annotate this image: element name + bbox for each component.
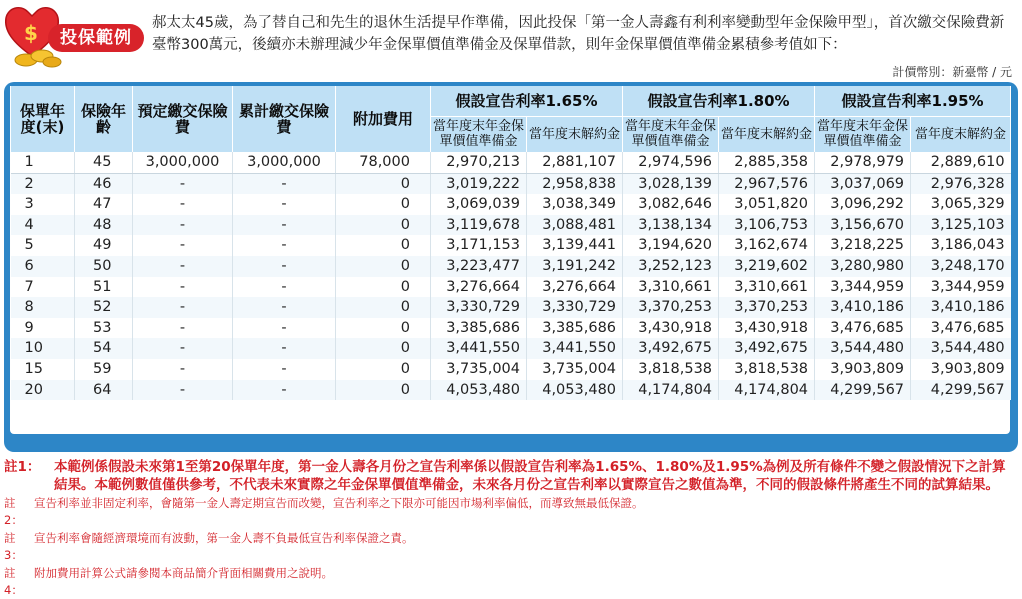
table-row (11, 338, 1011, 359)
cell-additional-fee: 0 (336, 338, 431, 359)
cell-premium: - (133, 338, 233, 359)
cell-additional-fee: 0 (336, 235, 431, 256)
subheader-policy-value: 當年度末年金保單價值準備金 (623, 116, 719, 152)
cell-surrender-195: 3,125,103 (911, 215, 1011, 236)
header-age: 保險年齡 (75, 86, 133, 152)
cell-surrender-195: 2,976,328 (911, 173, 1011, 194)
cell-value-180: 3,082,646 (623, 194, 719, 215)
cell-value-165: 3,223,477 (431, 256, 527, 277)
cell-surrender-180: 3,219,602 (719, 256, 815, 277)
cell-surrender-195: 3,065,329 (911, 194, 1011, 215)
cell-additional-fee: 0 (336, 173, 431, 194)
cell-policy-year: 7 (11, 277, 75, 298)
table-row (11, 173, 1011, 194)
cell-value-165: 3,330,729 (431, 297, 527, 318)
cell-age: 53 (75, 318, 133, 339)
header-policy-year: 保單年度(末) (11, 86, 75, 152)
cell-surrender-180: 3,430,918 (719, 318, 815, 339)
note-text: 宣告利率會隨經濟環境而有波動，第一金人壽不負最低宣告利率保證之責。 (34, 531, 414, 545)
table-container (10, 86, 1010, 434)
cell-surrender-165: 3,191,242 (527, 256, 623, 277)
cell-surrender-180: 2,967,576 (719, 173, 815, 194)
cell-surrender-180: 3,492,675 (719, 338, 815, 359)
cell-surrender-180: 3,310,661 (719, 277, 815, 298)
value-table (10, 86, 1011, 400)
cell-value-195: 3,344,959 (815, 277, 911, 298)
note-3 (4, 530, 1018, 564)
cell-cumulative-premium: - (233, 215, 336, 236)
cell-cumulative-premium: - (233, 338, 336, 359)
cell-surrender-180: 3,106,753 (719, 215, 815, 236)
cell-surrender-165: 3,330,729 (527, 297, 623, 318)
cell-surrender-180: 3,370,253 (719, 297, 815, 318)
cell-value-195: 3,218,225 (815, 235, 911, 256)
cell-value-195: 3,476,685 (815, 318, 911, 339)
table-row (11, 277, 1011, 298)
cell-surrender-165: 3,088,481 (527, 215, 623, 236)
cell-surrender-180: 3,162,674 (719, 235, 815, 256)
cell-cumulative-premium: - (233, 173, 336, 194)
note-text: 宣告利率並非固定利率，會隨第一金人壽定期宣告而改變，宣告利率之下限亦可能因市場利率偏低，而導致無最低保證。 (34, 496, 644, 510)
table-row (11, 380, 1011, 401)
cell-surrender-165: 2,881,107 (527, 152, 623, 173)
cell-surrender-165: 3,385,686 (527, 318, 623, 339)
cell-surrender-180: 2,885,358 (719, 152, 815, 173)
cell-surrender-165: 3,139,441 (527, 235, 623, 256)
cell-surrender-195: 3,344,959 (911, 277, 1011, 298)
cell-additional-fee: 0 (336, 359, 431, 380)
cell-policy-year: 1 (11, 152, 75, 173)
cell-surrender-195: 3,248,170 (911, 256, 1011, 277)
cell-value-195: 3,903,809 (815, 359, 911, 380)
cell-value-165: 3,441,550 (431, 338, 527, 359)
cell-cumulative-premium: - (233, 297, 336, 318)
cell-value-180: 3,252,123 (623, 256, 719, 277)
cell-age: 54 (75, 338, 133, 359)
cell-value-180: 3,194,620 (623, 235, 719, 256)
header-additional-fee: 附加費用 (336, 86, 431, 152)
cell-value-180: 3,492,675 (623, 338, 719, 359)
header-cumulative-premium: 累計繳交保險費 (233, 86, 336, 152)
cell-policy-year: 15 (11, 359, 75, 380)
cell-surrender-195: 3,476,685 (911, 318, 1011, 339)
cell-premium: - (133, 194, 233, 215)
cell-value-195: 4,299,567 (815, 380, 911, 401)
cell-premium: - (133, 318, 233, 339)
cell-additional-fee: 0 (336, 380, 431, 401)
table-frame (4, 82, 1018, 452)
cell-age: 59 (75, 359, 133, 380)
cell-age: 48 (75, 215, 133, 236)
cell-surrender-195: 3,544,480 (911, 338, 1011, 359)
cell-policy-year: 5 (11, 235, 75, 256)
cell-cumulative-premium: - (233, 359, 336, 380)
table-row (11, 318, 1011, 339)
cell-premium: - (133, 277, 233, 298)
table-row (11, 235, 1011, 256)
cell-cumulative-premium: - (233, 318, 336, 339)
cell-age: 45 (75, 152, 133, 173)
cell-surrender-180: 4,174,804 (719, 380, 815, 401)
cell-value-195: 3,037,069 (815, 173, 911, 194)
note-4 (4, 565, 1018, 599)
cell-additional-fee: 0 (336, 194, 431, 215)
cell-value-195: 3,156,670 (815, 215, 911, 236)
cell-surrender-195: 4,299,567 (911, 380, 1011, 401)
cell-cumulative-premium: - (233, 194, 336, 215)
example-badge (2, 2, 148, 70)
cell-value-180: 3,310,661 (623, 277, 719, 298)
cell-value-195: 3,410,186 (815, 297, 911, 318)
header-rate-3: 假設宣告利率1.95% (815, 86, 1011, 116)
note-text: 本範例係假設未來第1至第20保單年度，第一金人壽各月份之宣告利率係以假設宣告利率為1.65%、1.80%及1.95%為例及所有條件不變之假設情況下之計算結果。本範例數值僅供參考，不代表未來實際之年金保單價值準備金，未來各月份之宣告利率以實際宣告之數值為準，不同的假設條件將產生不同的試算結果。 (54, 459, 1006, 493)
cell-age: 49 (75, 235, 133, 256)
cell-surrender-195: 3,410,186 (911, 297, 1011, 318)
note-label: 註2： (4, 496, 23, 527)
cell-premium: - (133, 215, 233, 236)
cell-value-165: 3,069,039 (431, 194, 527, 215)
cell-surrender-180: 3,818,538 (719, 359, 815, 380)
cell-age: 50 (75, 256, 133, 277)
cell-premium: 3,000,000 (133, 152, 233, 173)
cell-value-180: 3,028,139 (623, 173, 719, 194)
cell-additional-fee: 0 (336, 297, 431, 318)
cell-surrender-165: 3,038,349 (527, 194, 623, 215)
cell-policy-year: 3 (11, 194, 75, 215)
table-row (11, 215, 1011, 236)
cell-value-165: 4,053,480 (431, 380, 527, 401)
cell-policy-year: 8 (11, 297, 75, 318)
cell-surrender-165: 3,735,004 (527, 359, 623, 380)
cell-age: 51 (75, 277, 133, 298)
cell-additional-fee: 78,000 (336, 152, 431, 173)
cell-value-195: 3,544,480 (815, 338, 911, 359)
subheader-surrender-value: 當年度末解約金 (527, 116, 623, 152)
cell-surrender-195: 2,889,610 (911, 152, 1011, 173)
cell-policy-year: 20 (11, 380, 75, 401)
subheader-surrender-value: 當年度末解約金 (719, 116, 815, 152)
cell-value-165: 3,735,004 (431, 359, 527, 380)
cell-age: 47 (75, 194, 133, 215)
cell-policy-year: 10 (11, 338, 75, 359)
cell-cumulative-premium: 3,000,000 (233, 152, 336, 173)
cell-additional-fee: 0 (336, 277, 431, 298)
cell-surrender-180: 3,051,820 (719, 194, 815, 215)
cell-premium: - (133, 256, 233, 277)
cell-policy-year: 9 (11, 318, 75, 339)
note-1 (4, 458, 1018, 494)
cell-value-180: 2,974,596 (623, 152, 719, 173)
cell-policy-year: 6 (11, 256, 75, 277)
cell-age: 52 (75, 297, 133, 318)
cell-surrender-195: 3,186,043 (911, 235, 1011, 256)
subheader-policy-value: 當年度末年金保單價值準備金 (431, 116, 527, 152)
currency-note: 計價幣別：新臺幣 / 元 (892, 65, 1012, 79)
cell-value-195: 2,978,979 (815, 152, 911, 173)
cell-cumulative-premium: - (233, 277, 336, 298)
cell-cumulative-premium: - (233, 256, 336, 277)
cell-value-180: 3,430,918 (623, 318, 719, 339)
cell-surrender-165: 3,276,664 (527, 277, 623, 298)
cell-value-165: 3,171,153 (431, 235, 527, 256)
cell-value-165: 3,119,678 (431, 215, 527, 236)
table-row (11, 297, 1011, 318)
cell-value-180: 4,174,804 (623, 380, 719, 401)
subheader-policy-value: 當年度末年金保單價值準備金 (815, 116, 911, 152)
cell-policy-year: 4 (11, 215, 75, 236)
subheader-surrender-value: 當年度末解約金 (911, 116, 1011, 152)
cell-surrender-195: 3,903,809 (911, 359, 1011, 380)
cell-value-180: 3,818,538 (623, 359, 719, 380)
cell-premium: - (133, 359, 233, 380)
note-label: 註3： (4, 531, 23, 562)
cell-value-180: 3,370,253 (623, 297, 719, 318)
svg-text:$: $ (24, 21, 38, 45)
header-rate-1: 假設宣告利率1.65% (431, 86, 623, 116)
cell-age: 64 (75, 380, 133, 401)
cell-premium: - (133, 235, 233, 256)
cell-premium: - (133, 380, 233, 401)
cell-surrender-165: 4,053,480 (527, 380, 623, 401)
cell-additional-fee: 0 (336, 318, 431, 339)
table-row (11, 152, 1011, 173)
cell-policy-year: 2 (11, 173, 75, 194)
cell-premium: - (133, 173, 233, 194)
cell-value-165: 3,019,222 (431, 173, 527, 194)
table-row (11, 256, 1011, 277)
cell-value-165: 3,385,686 (431, 318, 527, 339)
table-row (11, 359, 1011, 380)
header-premium: 預定繳交保險費 (133, 86, 233, 152)
header-rate-2: 假設宣告利率1.80% (623, 86, 815, 116)
cell-surrender-165: 3,441,550 (527, 338, 623, 359)
note-label: 註4： (4, 566, 23, 597)
cell-cumulative-premium: - (233, 380, 336, 401)
cell-value-195: 3,096,292 (815, 194, 911, 215)
badge-label: 投保範例 (48, 24, 144, 52)
cell-value-165: 2,970,213 (431, 152, 527, 173)
cell-additional-fee: 0 (336, 256, 431, 277)
cell-age: 46 (75, 173, 133, 194)
table-row (11, 194, 1011, 215)
note-label: 註1： (4, 459, 41, 475)
intro-paragraph: 郝太太45歲，為了替自己和先生的退休生活提早作準備，因此投保「第一金人壽鑫有利利率變動型年金保險甲型」，首次繳交保險費新臺幣300萬元，後續亦未辦理減少年金保單價值準備金及保單借款，則年金保單價值準備金累積參考值如下： (152, 15, 1005, 53)
note-2 (4, 495, 1018, 529)
cell-premium: - (133, 297, 233, 318)
cell-value-195: 3,280,980 (815, 256, 911, 277)
note-text: 附加費用計算公式請參閱本商品簡介背面相關費用之說明。 (34, 566, 333, 580)
cell-value-180: 3,138,134 (623, 215, 719, 236)
cell-cumulative-premium: - (233, 235, 336, 256)
cell-additional-fee: 0 (336, 215, 431, 236)
cell-value-165: 3,276,664 (431, 277, 527, 298)
notes-section (4, 458, 1018, 599)
cell-surrender-165: 2,958,838 (527, 173, 623, 194)
